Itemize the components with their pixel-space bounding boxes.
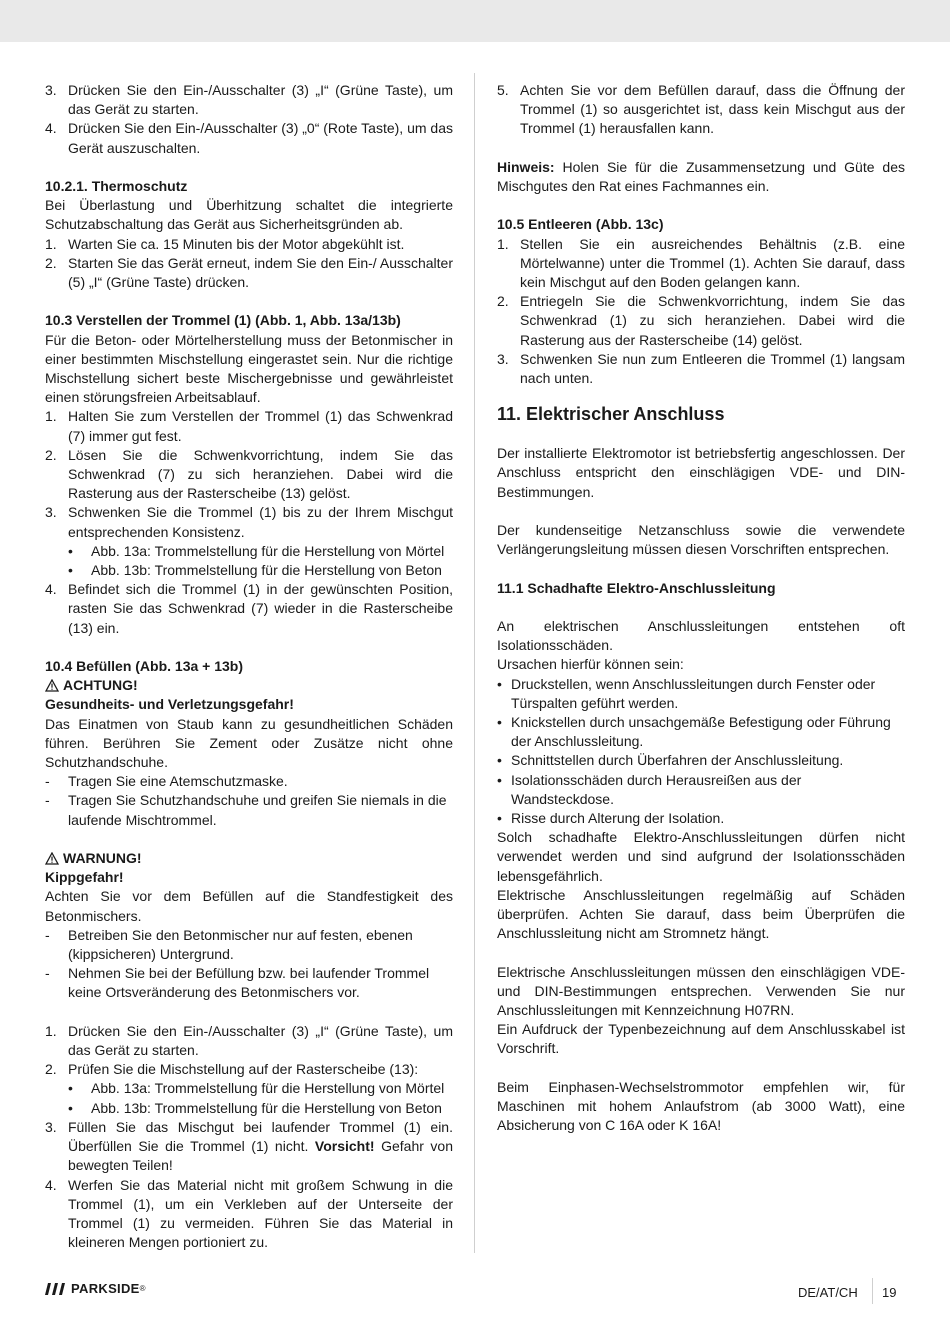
thermo-heading: 10.2.1. Thermoschutz (45, 178, 188, 194)
warning-text: Achten Sie vor dem Befüllen auf die Standfestigkeit des Betonmischers. (45, 888, 453, 924)
list-item: 1. Halten Sie zum Verstellen der Trommel (1) das Schwenkrad (7) immer gut fest. (45, 408, 453, 444)
attention-sub: Gesundheits- und Verletzungsgefahr! (45, 696, 294, 713)
fill-heading: 10.4 Befüllen (Abb. 13a + 13b) (45, 658, 244, 675)
paragraph: Ursachen hierfür können sein: (497, 656, 684, 673)
bullet-item: • Schnittstellen durch Überfahren der Anschlussleitung. (497, 752, 844, 769)
list-item: 4. Drücken Sie den Ein-/Ausschalter (3) „0“ (Rote Taste), um das Gerät auszuschalten. (45, 120, 453, 156)
thermo-text: Bei Überlastung und Überhitzung schaltet die integrierte Schutzabschaltung das Gerät aus Sicherheitsgründen ab. (45, 197, 453, 233)
list-item: 4. Befindet sich die Trommel (1) in der gewünschten Position, rasten Sie das Schwenkrad (7) wieder in die Rasterscheibe (13) ein. (45, 581, 453, 636)
paragraph: Elektrische Anschlussleitungen regelmäßig auf Schäden überprüfen. Achten Sie darauf, dass beim Überprüfen die Anschlussleitung nicht am Stromnetz hängt. (497, 886, 905, 942)
attention-text: Das Einatmen von Staub kann zu gesundheitlichen Schäden führen. Berühren Sie Zement oder Zusätze nicht ohne Schutzhandschuhe. (45, 715, 453, 771)
warning-sub: Kippgefahr! (45, 869, 124, 886)
list-item: 3. Schwenken Sie nun zum Entleeren die Trommel (1) langsam nach unten. (497, 350, 905, 387)
warning-triangle-icon (45, 679, 59, 692)
cable-heading: 11.1 Schadhafte Elektro-Anschlussleitung (497, 579, 776, 596)
paragraph: Solch schadhafte Elektro-Anschlussleitungen dürfen nicht verwendet werden und sind aufgrund der Isolationsschäden lebensgefährlich. (497, 829, 905, 884)
parkside-bars-icon (45, 1283, 67, 1295)
list-item: 2. Prüfen Sie die Mischstellung auf der Rasterscheibe (13): (45, 1061, 419, 1078)
dash-item: - Nehmen Sie bei der Befüllung bzw. bei laufender Trommel keine Ortsveränderung des Betonmischers vor. (45, 965, 430, 1001)
brand-name: PARKSIDE (71, 1281, 140, 1297)
list-item: 1. Drücken Sie den Ein-/Ausschalter (3) „I“ (Grüne Taste), um das Gerät zu starten. (45, 1022, 453, 1059)
list-item: 2. Entriegeln Sie die Schwenkvorrichtung, indem Sie das Schwenkrad (1) zu sich heranziehen. Dabei wird die Rasterung aus der Rasterscheibe (14) gelöst. (497, 293, 905, 348)
bullet-item: • Abb. 13a: Trommelstellung für die Herstellung von Mörtel (68, 1080, 445, 1097)
paragraph: Der kundenseitige Netzanschluss sowie die verwendete Verlängerungsleitung müssen diesen Vorschriften entsprechen. (497, 522, 905, 558)
list-item: 1. Stellen Sie ein ausreichendes Behältnis (z.B. eine Mörtelwanne) unter die Trommel (1). Achten Sie darauf, dass kein Mischgut auf den Boden gelangen kann. (497, 235, 905, 290)
bullet-item: • Knickstellen durch unsachgemäße Befestigung oder Führung der Anschlussleitung. (497, 714, 891, 750)
list-item: 4. Werfen Sie das Material nicht mit großem Schwung in die Trommel (1), um ein Verkleben auf der Unterseite der Trommel (1) zu vermeiden. Führen Sie das Material in kleineren Mengen portioniert zu. (45, 1176, 453, 1251)
list-item: 5. Achten Sie vor dem Befüllen darauf, dass die Öffnung der Trommel (1) so ausgerichtet ist, dass kein Mischgut aus der Trommel (1) herausfallen kann. (497, 82, 905, 137)
list-item: 2. Starten Sie das Gerät erneut, indem Sie den Ein-/ Ausschalter (5) „I“ (Grüne Taste) drücken. (45, 254, 453, 291)
list-item: 2. Lösen Sie die Schwenkvorrichtung, indem Sie das Schwenkrad (7) zu sich heranziehen. Dabei wird die Rasterung aus der Rasterscheibe (13) gelöst. (45, 446, 453, 502)
dash-item: - Tragen Sie Schutzhandschuhe und greifen Sie niemals in die laufende Mischtrommel. (45, 792, 447, 828)
right-column (497, 81, 905, 1135)
empty-heading: 10.5 Entleeren (Abb. 13c) (497, 216, 664, 233)
left-column (45, 81, 453, 1252)
warning-triangle-icon (45, 852, 59, 865)
bullet-item: • Abb. 13a: Trommelstellung für die Herstellung von Mörtel (68, 542, 445, 559)
bullet-item: • Isolationsschäden durch Herausreißen aus der Wandsteckdose. (497, 771, 802, 807)
list-item: 3. Drücken Sie den Ein-/Ausschalter (3) „I“ (Grüne Taste), um das Gerät zu starten. (45, 82, 453, 118)
paragraph: Elektrische Anschlussleitungen müssen den einschlägigen VDE- und DIN-Bestimmungen entsprechen. Verwenden Sie nur Anschlussleitungen mit Kennzeichnung H07RN. (497, 963, 905, 1019)
brand-logo (45, 1280, 146, 1298)
hint-text: Hinweis: Holen Sie für die Zusammensetzung und Güte des Mischgutes den Rat eines Fachmannes ein. (497, 158, 905, 194)
list-item: 1. Warten Sie ca. 15 Minuten bis der Motor abgekühlt ist. (45, 235, 405, 252)
warning-label: WARNUNG! (45, 849, 453, 868)
registered-mark: ® (139, 1284, 146, 1294)
bullet-item: • Druckstellen, wenn Anschlussleitungen durch Fenster oder Türspalten geführt werden. (497, 675, 876, 711)
paragraph: Ein Aufdruck der Typenbezeichnung auf dem Anschlusskabel ist Vorschrift. (497, 1021, 905, 1057)
dash-item: - Tragen Sie eine Atemschutzmaske. (45, 773, 288, 790)
column-divider (474, 73, 475, 1253)
drum-heading: 10.3 Verstellen der Trommel (1) (Abb. 1, Abb. 13a/13b) (45, 312, 401, 329)
top-bar (0, 0, 950, 42)
paragraph: Der installierte Elektromotor ist betriebsfertig angeschlossen. Der Anschluss entspricht den einschlägigen VDE- und DIN-Bestimmungen. (497, 445, 905, 500)
bullet-item: • Abb. 13b: Trommelstellung für die Herstellung von Beton (68, 1099, 442, 1116)
bullet-item: • Risse durch Alterung der Isolation. (497, 810, 725, 827)
dash-item: - Betreiben Sie den Betonmischer nur auf festen, ebenen (kippsicheren) Untergrund. (45, 926, 413, 963)
bullet-item: • Abb. 13b: Trommelstellung für die Herstellung von Beton (68, 562, 442, 579)
list-item: 3. Füllen Sie das Mischgut bei laufender Trommel (1) ein. Überfüllen Sie die Trommel (1) nicht. Vorsicht! Gefahr von bewegten Teilen! (45, 1118, 453, 1174)
language-code: DE/AT/CH (798, 1285, 858, 1300)
drum-text: Für die Beton- oder Mörtelherstellung muss der Betonmischer in einer bestimmten Mischstellung eingerastet sein. Nur die richtige Mischstellung sichert beste Mischergebnisse und gewährleistet einen störungsfreien Arbeitsablauf. (45, 331, 453, 406)
footer-separator (872, 1278, 873, 1304)
list-item: 3. Schwenken Sie die Trommel (1) bis zu der Ihrem Mischgut entsprechenden Konsistenz. (45, 504, 453, 540)
section-heading: 11. Elektrischer Anschluss (497, 404, 725, 425)
paragraph: Beim Einphasen-Wechselstrommotor empfehlen wir, für Maschinen mit hohem Anlaufstrom (ab 3000 Watt), eine Absicherung von C 16A oder K 16A! (497, 1078, 905, 1134)
attention-label: ACHTUNG! (45, 676, 453, 695)
page-number: 19 (882, 1285, 897, 1300)
paragraph: An elektrischen Anschlussleitungen entstehen oft Isolationsschäden. (497, 618, 905, 654)
